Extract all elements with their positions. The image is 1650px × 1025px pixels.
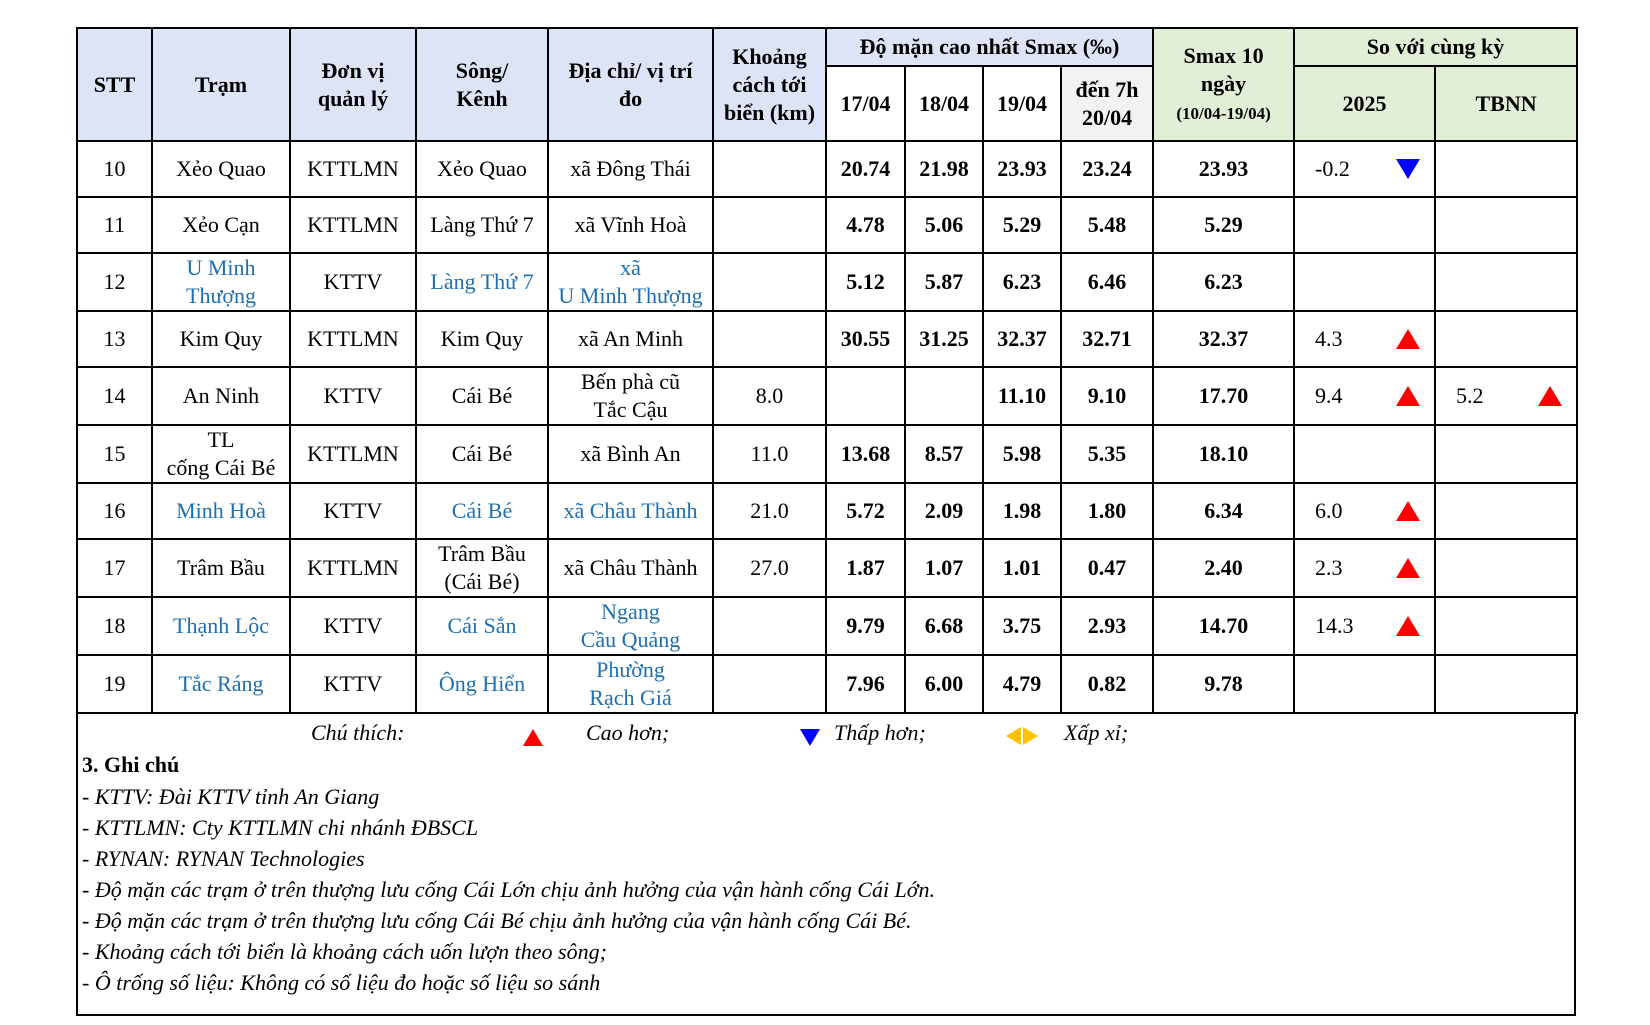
cell-don-vi: KTTV	[290, 367, 416, 425]
cell-song-kenh: Ông Hiển	[416, 655, 548, 713]
cell-smax-d1: 20.74	[826, 141, 905, 197]
cell-dia-chi: Phường Rạch Giá	[548, 655, 713, 713]
table-body	[77, 141, 1577, 713]
cell-compare-tbnn	[1435, 655, 1577, 713]
legend-lower: Thấp hơn;	[834, 720, 926, 745]
cell-smax-d3: 1.98	[983, 483, 1061, 539]
cell-khoang-cach	[713, 597, 826, 655]
cell-smax10: 32.37	[1153, 311, 1294, 367]
cell-stt: 12	[77, 253, 152, 311]
cell-smax-d2	[905, 367, 983, 425]
cell-compare-tbnn	[1435, 425, 1577, 483]
cell-compare-2025: 4.3	[1294, 311, 1435, 367]
cell-smax-d1: 13.68	[826, 425, 905, 483]
cell-smax-d2: 6.00	[905, 655, 983, 713]
table-row	[77, 311, 1577, 367]
note-line: - Khoảng cách tới biển là khoảng cách uốn lượn theo sông;	[82, 939, 607, 964]
cell-don-vi: KTTLMN	[290, 425, 416, 483]
cell-smax-d1: 30.55	[826, 311, 905, 367]
approx-arrows-icon	[1006, 725, 1038, 751]
cell-compare-tbnn	[1435, 197, 1577, 253]
cell-smax-d3: 1.01	[983, 539, 1061, 597]
cell-dia-chi: xã Châu Thành	[548, 539, 713, 597]
header-stt: STT	[77, 28, 152, 141]
cell-don-vi: KTTV	[290, 483, 416, 539]
header-tbnn: TBNN	[1435, 66, 1577, 141]
cell-khoang-cach	[713, 253, 826, 311]
cell-smax-d2: 1.07	[905, 539, 983, 597]
cell-smax-d4: 0.82	[1061, 655, 1153, 713]
salinity-table	[76, 27, 1578, 714]
cell-tram: Kim Quy	[152, 311, 290, 367]
cell-dia-chi: xã An Minh	[548, 311, 713, 367]
cell-smax-d3: 5.98	[983, 425, 1061, 483]
header-song-kenh: Sông/ Kênh	[416, 28, 548, 141]
cell-compare-2025	[1294, 425, 1435, 483]
triangle-down-icon	[800, 726, 820, 752]
cell-smax-d1: 4.78	[826, 197, 905, 253]
cell-smax-d2: 2.09	[905, 483, 983, 539]
cell-stt: 17	[77, 539, 152, 597]
cell-tram: TL cống Cái Bé	[152, 425, 290, 483]
cell-smax-d1: 5.12	[826, 253, 905, 311]
table-row	[77, 197, 1577, 253]
header-dia-chi: Địa chỉ/ vị trí đo	[548, 28, 713, 141]
cell-khoang-cach	[713, 197, 826, 253]
cell-tram: Xẻo Cạn	[152, 197, 290, 253]
cell-smax10: 23.93	[1153, 141, 1294, 197]
cell-stt: 19	[77, 655, 152, 713]
cell-compare-2025: 14.3	[1294, 597, 1435, 655]
cell-song-kenh: Xẻo Quao	[416, 141, 548, 197]
cell-smax-d3: 3.75	[983, 597, 1061, 655]
header-don-vi: Đơn vị quản lý	[290, 28, 416, 141]
cell-compare-2025	[1294, 655, 1435, 713]
cell-stt: 10	[77, 141, 152, 197]
cell-smax-d2: 31.25	[905, 311, 983, 367]
cell-smax-d3: 32.37	[983, 311, 1061, 367]
cell-smax-d3: 6.23	[983, 253, 1061, 311]
cell-smax-d2: 6.68	[905, 597, 983, 655]
cell-smax-d3: 23.93	[983, 141, 1061, 197]
header-khoang-cach: Khoảng cách tới biển (km)	[713, 28, 826, 141]
note-line: - Độ mặn các trạm ở trên thượng lưu cống Cái Lớn chịu ảnh hưởng của vận hành cống Cái Lớn.	[82, 877, 936, 902]
cell-dia-chi: xã Vĩnh Hoà	[548, 197, 713, 253]
cell-smax-d1: 5.72	[826, 483, 905, 539]
cell-smax-d2: 21.98	[905, 141, 983, 197]
cell-compare-2025	[1294, 197, 1435, 253]
table-row	[77, 367, 1577, 425]
cell-stt: 18	[77, 597, 152, 655]
cell-khoang-cach	[713, 141, 826, 197]
legend-label: Chú thích:	[311, 720, 405, 745]
cell-smax-d1	[826, 367, 905, 425]
triangle-up-icon	[1538, 386, 1562, 406]
cell-smax10: 6.23	[1153, 253, 1294, 311]
cell-smax10: 17.70	[1153, 367, 1294, 425]
note-line: - RYNAN: RYNAN Technologies	[82, 846, 365, 871]
cell-song-kenh: Làng Thứ 7	[416, 197, 548, 253]
note-line: - Ô trống số liệu: Không có số liệu đo hoặc số liệu so sánh	[82, 970, 601, 995]
cell-khoang-cach: 8.0	[713, 367, 826, 425]
cell-tram: Thạnh Lộc	[152, 597, 290, 655]
table-row	[77, 483, 1577, 539]
cell-song-kenh: Trâm Bầu (Cái Bé)	[416, 539, 548, 597]
cell-song-kenh: Cái Bé	[416, 483, 548, 539]
cell-song-kenh: Làng Thứ 7	[416, 253, 548, 311]
cell-dia-chi: xã U Minh Thượng	[548, 253, 713, 311]
header-tram: Trạm	[152, 28, 290, 141]
cell-khoang-cach: 21.0	[713, 483, 826, 539]
cell-don-vi: KTTLMN	[290, 141, 416, 197]
cell-compare-2025: 2.3	[1294, 539, 1435, 597]
cell-smax-d4: 1.80	[1061, 483, 1153, 539]
cell-compare-2025	[1294, 253, 1435, 311]
cell-smax-d4: 6.46	[1061, 253, 1153, 311]
cell-compare-tbnn	[1435, 141, 1577, 197]
legend	[78, 720, 1574, 750]
cell-smax-d1: 7.96	[826, 655, 905, 713]
header-date-3: 19/04	[983, 66, 1061, 141]
cell-compare-tbnn: 5.2	[1435, 367, 1577, 425]
cell-tram: Minh Hoà	[152, 483, 290, 539]
cell-compare-tbnn	[1435, 483, 1577, 539]
cell-tram: Xẻo Quao	[152, 141, 290, 197]
legend-approx: Xấp xỉ;	[1064, 720, 1129, 745]
cell-stt: 15	[77, 425, 152, 483]
cell-khoang-cach	[713, 655, 826, 713]
cell-tram: U Minh Thượng	[152, 253, 290, 311]
cell-don-vi: KTTV	[290, 655, 416, 713]
cell-dia-chi: xã Đông Thái	[548, 141, 713, 197]
table-row	[77, 141, 1577, 197]
cell-smax-d4: 5.48	[1061, 197, 1153, 253]
triangle-up-icon	[1396, 386, 1420, 406]
table-row	[77, 425, 1577, 483]
cell-stt: 13	[77, 311, 152, 367]
triangle-down-icon	[1396, 159, 1420, 179]
header-smax-group: Độ mặn cao nhất Smax (‰)	[826, 28, 1153, 66]
cell-compare-tbnn	[1435, 539, 1577, 597]
triangle-up-icon	[1396, 329, 1420, 349]
table-row	[77, 597, 1577, 655]
cell-song-kenh: Cái Sắn	[416, 597, 548, 655]
cell-compare-2025: 6.0	[1294, 483, 1435, 539]
table-row	[77, 539, 1577, 597]
cell-smax10: 5.29	[1153, 197, 1294, 253]
notes-title: 3. Ghi chú	[82, 752, 180, 777]
cell-tram: Tắc Ráng	[152, 655, 290, 713]
cell-smax-d4: 23.24	[1061, 141, 1153, 197]
cell-smax-d4: 9.10	[1061, 367, 1153, 425]
cell-don-vi: KTTV	[290, 597, 416, 655]
cell-khoang-cach	[713, 311, 826, 367]
cell-don-vi: KTTLMN	[290, 539, 416, 597]
cell-don-vi: KTTV	[290, 253, 416, 311]
note-line: - KTTLMN: Cty KTTLMN chi nhánh ĐBSCL	[82, 815, 479, 840]
cell-song-kenh: Kim Quy	[416, 311, 548, 367]
table-row	[77, 655, 1577, 713]
cell-smax-d1: 1.87	[826, 539, 905, 597]
cell-smax-d4: 32.71	[1061, 311, 1153, 367]
table-row	[77, 253, 1577, 311]
cell-smax-d1: 9.79	[826, 597, 905, 655]
cell-song-kenh: Cái Bé	[416, 367, 548, 425]
table-header	[77, 28, 1577, 141]
cell-smax-d4: 5.35	[1061, 425, 1153, 483]
cell-smax10: 14.70	[1153, 597, 1294, 655]
cell-smax-d4: 2.93	[1061, 597, 1153, 655]
cell-tram: Trâm Bầu	[152, 539, 290, 597]
legend-higher: Cao hơn;	[586, 720, 670, 745]
cell-stt: 11	[77, 197, 152, 253]
cell-don-vi: KTTLMN	[290, 311, 416, 367]
header-date-4: đến 7h 20/04	[1061, 66, 1153, 141]
cell-compare-tbnn	[1435, 311, 1577, 367]
header-date-1: 17/04	[826, 66, 905, 141]
cell-smax-d4: 0.47	[1061, 539, 1153, 597]
cell-compare-2025: 9.4	[1294, 367, 1435, 425]
cell-tram: An Ninh	[152, 367, 290, 425]
cell-smax-d3: 5.29	[983, 197, 1061, 253]
cell-khoang-cach: 11.0	[713, 425, 826, 483]
cell-compare-tbnn	[1435, 597, 1577, 655]
cell-smax-d2: 8.57	[905, 425, 983, 483]
triangle-up-icon	[1396, 501, 1420, 521]
cell-stt: 14	[77, 367, 152, 425]
cell-smax-d3: 4.79	[983, 655, 1061, 713]
cell-song-kenh: Cái Bé	[416, 425, 548, 483]
header-smax10: Smax 10 ngày (10/04-19/04)	[1153, 28, 1294, 141]
cell-don-vi: KTTLMN	[290, 197, 416, 253]
cell-smax10: 9.78	[1153, 655, 1294, 713]
cell-compare-2025: -0.2	[1294, 141, 1435, 197]
cell-smax-d2: 5.06	[905, 197, 983, 253]
cell-khoang-cach: 27.0	[713, 539, 826, 597]
cell-smax10: 18.10	[1153, 425, 1294, 483]
cell-compare-tbnn	[1435, 253, 1577, 311]
cell-dia-chi: Bến phà cũ Tắc Cậu	[548, 367, 713, 425]
cell-smax-d3: 11.10	[983, 367, 1061, 425]
header-date-2: 18/04	[905, 66, 983, 141]
triangle-up-icon	[523, 726, 543, 752]
note-line: - KTTV: Đài KTTV tỉnh An Giang	[82, 784, 380, 809]
triangle-up-icon	[1396, 616, 1420, 636]
cell-stt: 16	[77, 483, 152, 539]
notes-section	[76, 714, 1576, 1016]
cell-smax-d2: 5.87	[905, 253, 983, 311]
header-year-2025: 2025	[1294, 66, 1435, 141]
cell-dia-chi: Ngang Cầu Quảng	[548, 597, 713, 655]
cell-smax10: 2.40	[1153, 539, 1294, 597]
note-line: - Độ mặn các trạm ở trên thượng lưu cống Cái Bé chịu ảnh hưởng của vận hành cống Cái Bé.	[82, 908, 912, 933]
cell-dia-chi: xã Châu Thành	[548, 483, 713, 539]
salinity-sheet	[76, 27, 1576, 1016]
cell-dia-chi: xã Bình An	[548, 425, 713, 483]
header-so-voi-cung-ky: So với cùng kỳ	[1294, 28, 1577, 66]
cell-smax10: 6.34	[1153, 483, 1294, 539]
triangle-up-icon	[1396, 558, 1420, 578]
